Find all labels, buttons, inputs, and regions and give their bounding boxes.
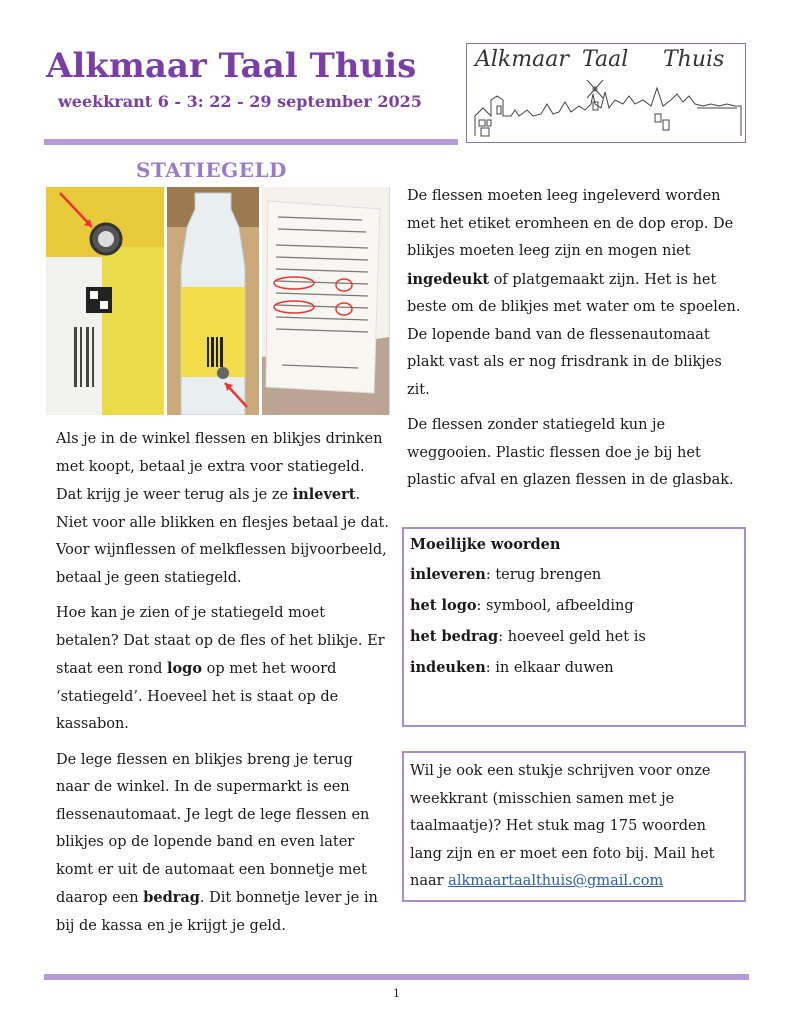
glossary-item: het logo: symbool, afbeelding	[410, 597, 634, 614]
paragraph: Als je in de winkel flessen en blikjes drinken met koopt, betaal je extra voor statiegeld. Dat krijg je weer terug als je ze inlevert. Niet voor alle blikken en flesjes betaal je dat. Voor wijnflessen of melkflessen bijvoorbeeld, betaal je geen statiegeld.	[56, 431, 389, 586]
keyword: bedrag	[143, 889, 200, 906]
glossary-item: indeuken: in elkaar duwen	[410, 659, 614, 676]
skyline-illustration	[467, 44, 743, 140]
header-rule	[44, 139, 458, 145]
footer-rule	[44, 974, 749, 980]
keyword: logo	[167, 660, 202, 677]
page-number: 1	[393, 987, 400, 1000]
column-divider	[389, 187, 390, 414]
glossary-item: het bedrag: hoeveel geld het is	[410, 628, 646, 645]
bottle-image	[167, 187, 259, 415]
logo-word-2: Taal	[582, 47, 629, 72]
photo-strip	[46, 187, 389, 415]
receipt-photo	[262, 187, 389, 415]
bottle-photo	[167, 187, 259, 415]
article-left-column	[56, 426, 390, 948]
keyword: inlevert	[292, 486, 356, 503]
glossary-item: inleveren: terug brengen	[410, 566, 602, 583]
can-photo	[46, 187, 164, 415]
cta-text: Wil je ook een stukje schrijven voor onze weekkrant (misschien samen met je taalmaatje)? Het stuk mag 175 woorden lang zijn en er moet een foto bij. Mail het naar alkmaartaalthuis@gmail.com	[410, 763, 715, 889]
issue-subtitle: weekkrant 6 - 3: 22 - 29 september 2025	[58, 92, 422, 111]
paragraph: De flessen zonder statiegeld kun je weggooien. Plastic flessen doe je bij het plastic afval en glazen flessen in de glasbak.	[407, 417, 734, 488]
logo	[466, 43, 746, 143]
paragraph: Hoe kan je zien of je statiegeld moet betalen? Dat staat op de fles of het blikje. Er staat een rond logo op met het woord ‘statiegeld’. Hoeveel het is staat op de kassabon.	[56, 605, 385, 732]
paragraph: De lege flessen en blikjes breng je terug naar de winkel. In de supermarkt is een flessenautomaat. Je legt de lege flessen en blikjes op de lopende band en even later komt er uit de automaat een bonnetje met daarop een bedrag. Dit bonnetje lever je in bij de kassa en je krijgt je geld.	[56, 751, 378, 934]
article-right-column	[407, 183, 747, 503]
paragraph: De flessen moeten leeg ingeleverd worden met het etiket eromheen en de dop erop. De blikjes moeten leeg zijn en mogen niet ingedeukt of platgemaakt zijn. Het is het beste om de blikjes met water om te spoelen. De lopende band van de flessenautomaat plakt vast als er nog frisdrank in de blikjes zit.	[407, 188, 741, 398]
box-heading: Moeilijke woorden	[410, 536, 561, 553]
email-link[interactable]: alkmaartaalthuis@gmail.com	[448, 873, 664, 889]
logo-word-3: Thuis	[663, 47, 725, 72]
write-for-us-box	[402, 751, 746, 902]
article-title: STATIEGELD	[136, 158, 287, 182]
newsletter-title: Alkmaar Taal Thuis	[46, 46, 417, 86]
can-image	[46, 187, 164, 415]
keyword: ingedeukt	[407, 270, 490, 288]
difficult-words-box	[402, 527, 746, 727]
logo-word-1: Alkmaar	[475, 47, 569, 72]
receipt-image	[262, 187, 389, 415]
